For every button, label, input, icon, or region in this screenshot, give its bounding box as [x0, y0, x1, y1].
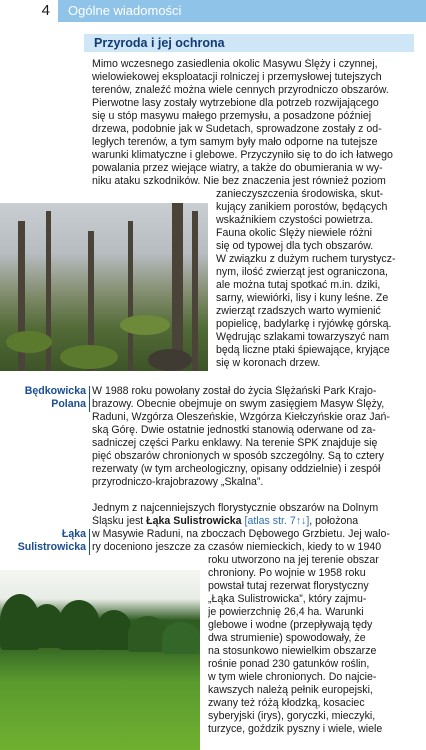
text-line: chroniony. Po wojnie w 1958 roku: [208, 567, 366, 579]
text-line: ską Górę. Dwie ostatnie jednostki stanowią oderwane od za-: [92, 424, 376, 436]
paragraph-fauna: [216, 188, 412, 370]
section-title-bar: [84, 34, 414, 52]
text-line: Wędrując szlakami towarzyszyć nam: [216, 331, 390, 343]
text-line: ległych terenów, a tym samym były mało odporne na tutejsze: [92, 136, 378, 148]
section-title: Przyroda i jej ochrona: [94, 36, 225, 50]
text-line: przyrodniczo-krajobrazowy „Skalna”.: [92, 476, 264, 488]
sidenote-line: Łąka: [61, 528, 86, 540]
text-line: wskaźnikiem czystości powietrza.: [216, 214, 374, 226]
text-line: kawszych należą pełnik europejski,: [208, 684, 373, 696]
text-line: ry doceniono jeszcze za czasów niemieckich, kiedy to w 1940: [92, 541, 382, 553]
text-line: turzyce, goździk pyszny i wiele, wiele: [208, 723, 383, 735]
sidenote-bedkowicka-polana: [4, 385, 86, 411]
text-line: dwa strumienie) spowodowały, że: [208, 632, 366, 644]
text-line: drzewa, podobnie jak w Sudetach, sprowadzone zostały z od-: [92, 123, 382, 135]
text-line: zwierząt rzadszych warto wymienić: [216, 305, 381, 317]
paragraph-meadow: [208, 554, 412, 736]
text-line: pięć obszarów chronionych w sposób szczególny. Są to cztery: [92, 450, 384, 462]
text-line: Jednym z najcenniejszych florystycznie obszarów na Dolnym: [92, 502, 379, 514]
paragraph-park: [92, 385, 412, 489]
text-line: na stosunkowo niewielkim obszarze: [208, 645, 377, 657]
atlas-reference: [atlas str. 7↑↓]: [241, 515, 310, 527]
sidenote-line: Sulistrowicka: [17, 541, 86, 553]
page-header: [0, 0, 426, 22]
text-line: warunki klimatyczne i glebowe. Przyczyniło się to do ich łatwego: [92, 149, 393, 161]
text-line: zanieczyszczenia środowiska, skut-: [216, 188, 384, 200]
text-line-mixed: Śląsku jest Łąka Sulistrowicka [atlas str. 7↑↓], położona: [92, 515, 359, 527]
running-title: Ogólne wiadomości: [68, 3, 182, 18]
text-line: rośnie ponad 230 gatunków roślin,: [208, 658, 370, 670]
text-line: niku ataku szkodników. Nie bez znaczenia jest również poziom: [92, 175, 386, 187]
text-line: się od typowej dla tych obszarów.: [216, 240, 374, 252]
sidenote-line: Polana: [51, 398, 86, 410]
text-line: sarny, wiewiórki, lisy i kuny leśne. Ze: [216, 292, 389, 304]
text-line: syberyjski (irys), goryczki, mieczyki,: [208, 710, 376, 722]
sidenote-rule: [89, 386, 90, 412]
text-line: się u stóp masywu małego przemysłu, a posadzone później: [92, 110, 372, 122]
text-line: „Łąka Sulistrowicka”, który zajmu-: [208, 593, 367, 605]
text-line: zwany też różą kłodzką, kosaciec: [208, 697, 365, 709]
text-line: roku utworzono na jej terenie obszar: [208, 554, 379, 566]
text-line: kujący zanikiem porostów, będących: [216, 201, 388, 213]
forest-photo: [0, 203, 208, 371]
text-line: Raduni, Wzgórza Oleszeńskie, Wzgórza Kiełczyńskie oraz Jań-: [92, 411, 390, 423]
text-line: popielicę, badylarkę i ryjówkę górską.: [216, 318, 392, 330]
sidenote-laka-sulistrowicka: [4, 528, 86, 554]
meadow-photo: [0, 570, 200, 750]
text-line: rezerwaty (w tym archeologiczny, opisany oddzielnie) i zespół: [92, 463, 381, 475]
text-line: powalania przez wiejące wiatry, a także do obumierania w wy-: [92, 162, 383, 174]
text-line: wielowiekowej eksploatacji rolniczej i przemysłowej tutejszych: [92, 71, 382, 83]
page-number: 4: [0, 0, 58, 22]
text-line: w Masywie Raduni, na zboczach Dębowego Grzbietu. Jej walo-: [92, 528, 390, 540]
text-line: terenów, znaleźć można wiele cennych przyrodniczo obszarów.: [92, 84, 389, 96]
text-line: W 1988 roku powołany został do życia Ślężański Park Krajo-: [92, 385, 377, 397]
text-line: glebowe i wodne (przepływają tędy: [208, 619, 373, 631]
paragraph-meadow-intro: [92, 502, 412, 554]
sidenote-rule: [89, 529, 90, 555]
paragraph-intro: [92, 58, 412, 188]
text-line: ale można tutaj spotkać m.in. dziki,: [216, 279, 381, 291]
text-line: powstał tutaj rezerwat florystyczny: [208, 580, 369, 592]
text-line: się w koronach drzew.: [216, 357, 321, 369]
text-line: W związku z dużym ruchem turystycz-: [216, 253, 396, 265]
text-line: w tym wiele chronionych. Do najcie-: [208, 671, 377, 683]
text-line: Fauna okolic Ślęży niewiele różni: [216, 227, 373, 239]
text-line: nym, ilość zwierząt jest ograniczona,: [216, 266, 388, 278]
text-line: brazowy. Obecnie obejmuje on swym zasięgiem Masyw Ślęży,: [92, 398, 385, 410]
text-line: sadniczej części Parku enklawy. Na terenie ŚPK znajduje się: [92, 437, 378, 449]
text-line: będą liczne ptaki śpiewające, kryjące: [216, 344, 390, 356]
text-line: Mimo wczesnego zasiedlenia okolic Masywu Ślęży i czynnej,: [92, 58, 378, 70]
text-line: je powierzchnię 26,4 ha. Warunki: [208, 606, 364, 618]
sidenote-line: Będkowicka: [24, 385, 86, 397]
text-line: Pierwotne lasy zostały wytrzebione dla potrzeb rozwijającego: [92, 97, 379, 109]
